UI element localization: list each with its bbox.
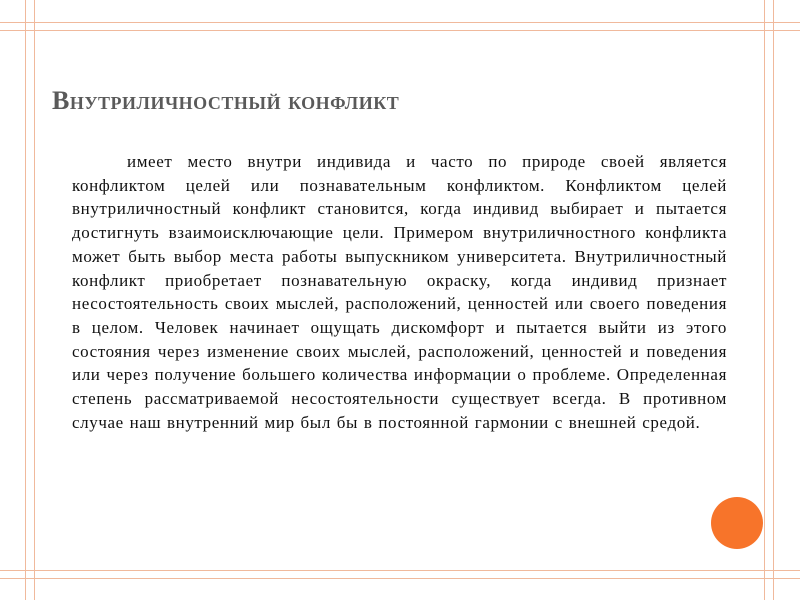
frame-line-right (764, 0, 774, 600)
frame-line-left (25, 0, 35, 600)
decorative-circle (711, 497, 763, 549)
slide-title: Внутриличностный конфликт (52, 86, 400, 115)
frame-line-bottom (0, 570, 800, 579)
slide-body-text: имеет место внутри индивида и часто по природе своей является конфликтом целей или познавательным конфликтом. Конфликтом целей внутриличностный конфликт становится, когда индивид выбирает и пытается достигнуть взаимоисключающие цели. Примером внутриличностного конфликта может быть выбор места работы выпускником университета. Внутриличностный конфликт приобретает познавательную окраску, когда индивид признает несостоятельность своих мыслей, расположений, ценностей или своего поведения в целом. Человек начинает ощущать дискомфорт и пытается выйти из этого состояния через изменение своих мыслей, расположений, ценностей и поведения или через получение большего количества информации о проблеме. Определенная степень рассматриваемой несостоятельности существует всегда. В противном случае наш внутренний мир был бы в постоянной гармонии с внешней средой. (72, 152, 727, 432)
frame-line-top (0, 22, 800, 31)
